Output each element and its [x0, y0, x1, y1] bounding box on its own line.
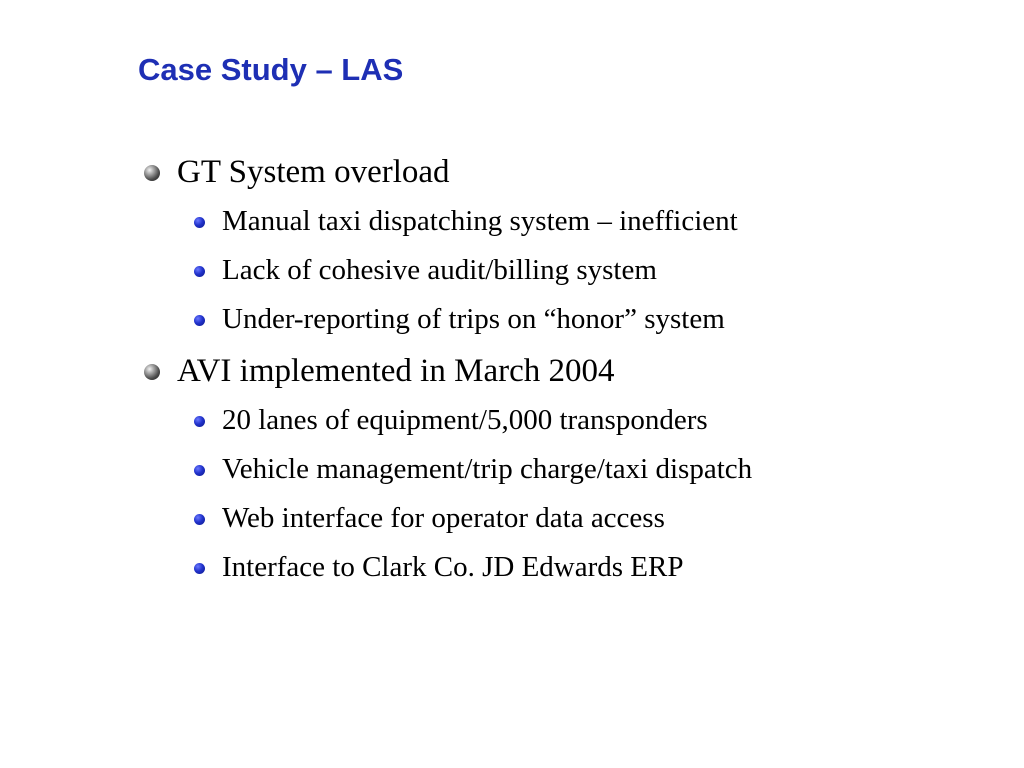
bullet-item [177, 351, 614, 391]
bullet-item [177, 152, 450, 192]
sphere-bullet-icon [144, 165, 160, 181]
slide-title: Case Study – LAS [138, 52, 404, 87]
sub-bullet-item [222, 451, 752, 487]
bullet-text: AVI implemented in March 2004 [177, 353, 615, 389]
dot-bullet-icon [194, 416, 205, 427]
sub-bullet-item [222, 549, 683, 585]
dot-bullet-icon [194, 563, 205, 574]
sub-bullet-text: Interface to Clark Co. JD Edwards ERP [222, 551, 684, 583]
sub-bullet-text: Web interface for operator data access [222, 502, 665, 534]
sub-bullet-text: Lack of cohesive audit/billing system [222, 254, 657, 286]
dot-bullet-icon [194, 266, 205, 277]
bullet-text: GT System overload [177, 154, 450, 190]
sub-bullet-item [222, 402, 708, 438]
dot-bullet-icon [194, 514, 205, 525]
sub-bullet-item [222, 203, 738, 239]
dot-bullet-icon [194, 315, 205, 326]
sub-bullet-item [222, 301, 725, 337]
sub-bullet-text: Manual taxi dispatching system – inefficient [222, 205, 738, 237]
sub-bullet-text: 20 lanes of equipment/5,000 transponders [222, 404, 708, 436]
sub-bullet-text: Under-reporting of trips on “honor” system [222, 303, 725, 335]
sub-bullet-item [222, 500, 665, 536]
sub-bullet-text: Vehicle management/trip charge/taxi dispatch [222, 453, 753, 485]
sphere-bullet-icon [144, 364, 160, 380]
sub-bullet-item [222, 252, 657, 288]
dot-bullet-icon [194, 465, 205, 476]
dot-bullet-icon [194, 217, 205, 228]
